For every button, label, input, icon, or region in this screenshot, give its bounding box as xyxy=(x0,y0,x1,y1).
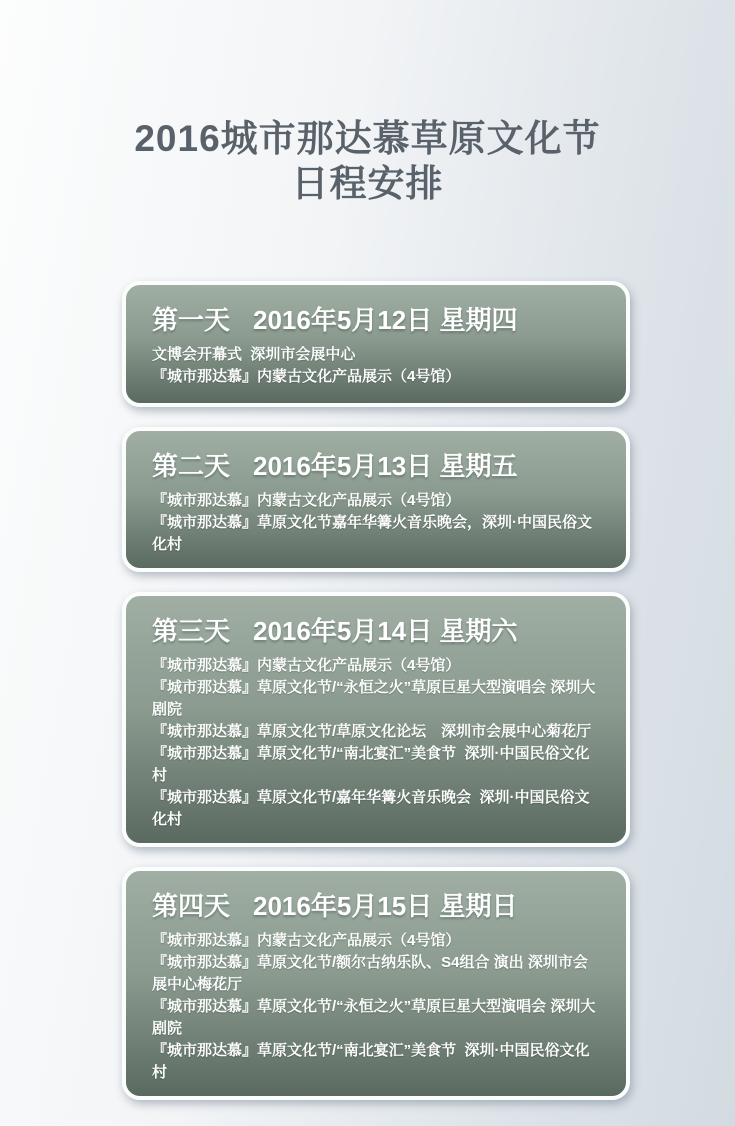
event-item: 『城市那达慕』草原文化节/嘉年华篝火音乐晚会 深圳·中国民俗文化村 xyxy=(152,789,590,828)
day-2-date: 2016年5月13日 星期五 xyxy=(253,451,518,481)
page-title xyxy=(0,116,735,206)
day-4-date: 2016年5月15日 星期日 xyxy=(253,891,518,921)
day-4-label: 第四天 xyxy=(152,891,231,921)
event-item: 『城市那达慕』草原文化节/“永恒之火”草原巨星大型演唱会 深圳大剧院 xyxy=(152,998,596,1037)
day-1-events xyxy=(152,344,602,388)
day-card-3 xyxy=(122,592,630,847)
day-3-events xyxy=(152,655,602,831)
event-item: 『城市那达慕』草原文化节/草原文化论坛 深圳市会展中心菊花厅 xyxy=(152,723,592,740)
day-3-header xyxy=(152,614,602,648)
day-3-label: 第三天 xyxy=(152,616,231,646)
event-item: 『城市那达慕』草原文化节/“南北宴汇”美食节 深圳·中国民俗文化村 xyxy=(152,1042,590,1081)
day-card-2 xyxy=(122,427,630,572)
day-card-1 xyxy=(122,281,630,407)
event-item: 『城市那达慕』草原文化节嘉年华篝火音乐晚会，深圳·中国民俗文化村 xyxy=(152,514,592,553)
day-1-label: 第一天 xyxy=(152,305,231,335)
day-2-label: 第二天 xyxy=(152,451,231,481)
event-item: 『城市那达慕』草原文化节/额尔古纳乐队、S4组合 演出 深圳市会展中心梅花厅 xyxy=(152,954,588,993)
event-item: 『城市那达慕』内蒙古文化产品展示（4号馆） xyxy=(152,492,461,509)
day-1-header xyxy=(152,303,602,337)
day-2-header xyxy=(152,449,602,483)
day-4-header xyxy=(152,889,602,923)
page-title-line-1: 2016城市那达慕草原文化节 xyxy=(134,118,601,159)
event-item: 『城市那达慕』草原文化节/“南北宴汇”美食节 深圳·中国民俗文化村 xyxy=(152,745,590,784)
event-item: 文博会开幕式 深圳市会展中心 xyxy=(152,346,356,363)
day-card-4 xyxy=(122,867,630,1100)
day-2-events xyxy=(152,490,602,556)
event-item: 『城市那达慕』内蒙古文化产品展示（4号馆） xyxy=(152,932,461,949)
event-item: 『城市那达慕』草原文化节/“永恒之火”草原巨星大型演唱会 深圳大剧院 xyxy=(152,679,596,718)
event-item: 『城市那达慕』内蒙古文化产品展示（4号馆） xyxy=(152,368,461,385)
day-3-date: 2016年5月14日 星期六 xyxy=(253,616,518,646)
day-1-date: 2016年5月12日 星期四 xyxy=(253,305,518,335)
day-4-events xyxy=(152,930,602,1084)
schedule-card-list xyxy=(122,281,630,1100)
event-item: 『城市那达慕』内蒙古文化产品展示（4号馆） xyxy=(152,657,461,674)
page-title-line-2: 日程安排 xyxy=(291,163,444,204)
